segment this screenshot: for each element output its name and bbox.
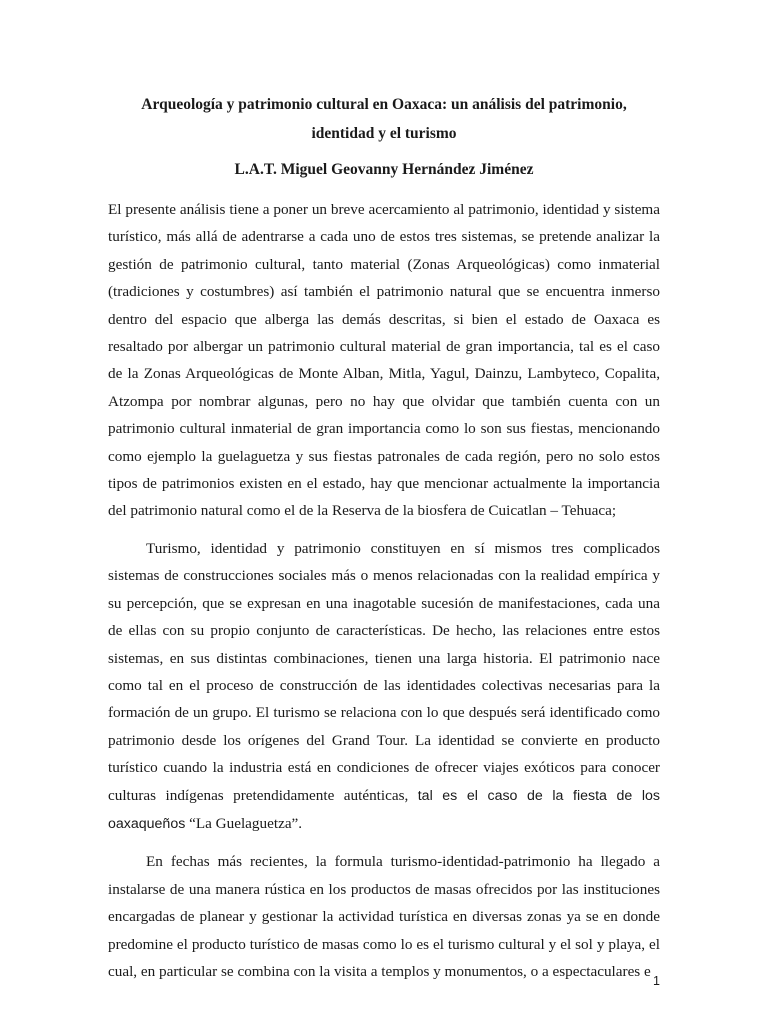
document-title: Arqueología y patrimonio cultural en Oaxaca: un análisis del patrimonio, identidad y el turismo [141, 96, 627, 142]
paragraph-3 [108, 848, 660, 985]
document-author: L.A.T. Miguel Geovanny Hernández Jiménez [234, 161, 534, 178]
page-number: 1 [653, 974, 660, 988]
paragraph-1-text: El presente análisis tiene a poner un breve acercamiento al patrimonio, identidad y sistema turístico, más allá de adentrarse a cada uno de estos tres sistemas, se pretende analizar la gestión de patrimonio cultural, tanto material (Zonas Arqueológicas) como inmaterial (tradiciones y costumbres) así también el patrimonio natural que se encuentra inmerso dentro del espacio que alberga las demás descritas, si bien el estado de Oaxaca es resaltado por albergar un patrimonio cultural material de gran importancia, tal es el caso de la Zonas Arqueológicas de Monte Alban, Mitla, Yagul, Dainzu, Lambyteco, Copalita, Atzompa por nombrar algunas, pero no hay que olvidar que también cuenta con un patrimonio cultural inmaterial de gran importancia como lo son sus fiestas, mencionando como ejemplo la guelaguetza y sus fiestas patronales de cada región, pero no solo estos tipos de patrimonios existen en el estado, hay que mencionar actualmente la importancia del patrimonio natural como el de la Reserva de la biosfera de Cuicatlan – Tehuaca; [108, 201, 660, 520]
paragraph-2 [108, 535, 660, 838]
paragraph-2-sans-text: tal es el caso de la fiesta de los oaxaqueños [108, 787, 660, 832]
paragraph-2-quote: “La Guelaguetza”. [185, 814, 303, 832]
paragraph-1 [108, 196, 660, 525]
paragraph-2-text: Turismo, identidad y patrimonio constituyen en sí mismos tres complicados sistemas de construcciones sociales más o menos relacionadas con la realidad empírica y su percepción, que se expresan en una inagotable sucesión de manifestaciones, cada una de ellas con su propio conjunto de características. De hecho, las relaciones entre estos sistemas, en sus distintas combinaciones, tienen una larga historia. El patrimonio nace como tal en el proceso de construcción de las identidades colectivas necesarias para la formación de un grupo. El turismo se relaciona con lo que después será identificado como patrimonio desde los orígenes del Grand Tour. La identidad se convierte en producto turístico cuando la industria está en condiciones de ofrecer viajes exóticos para conocer culturas indígenas pretendidamente auténticas, [108, 539, 660, 804]
paragraph-3-text: En fechas más recientes, la formula turismo-identidad-patrimonio ha llegado a instalarse de una manera rústica en los productos de masas ofrecidos por las instituciones encargadas de planear y gestionar la actividad turística en diversas zonas ya se en donde predomine el producto turístico de masas como lo es el turismo cultural y el sol y playa, el cual, en particular se combina con la visita a templos y monumentos, o a espectaculares e [108, 853, 660, 980]
